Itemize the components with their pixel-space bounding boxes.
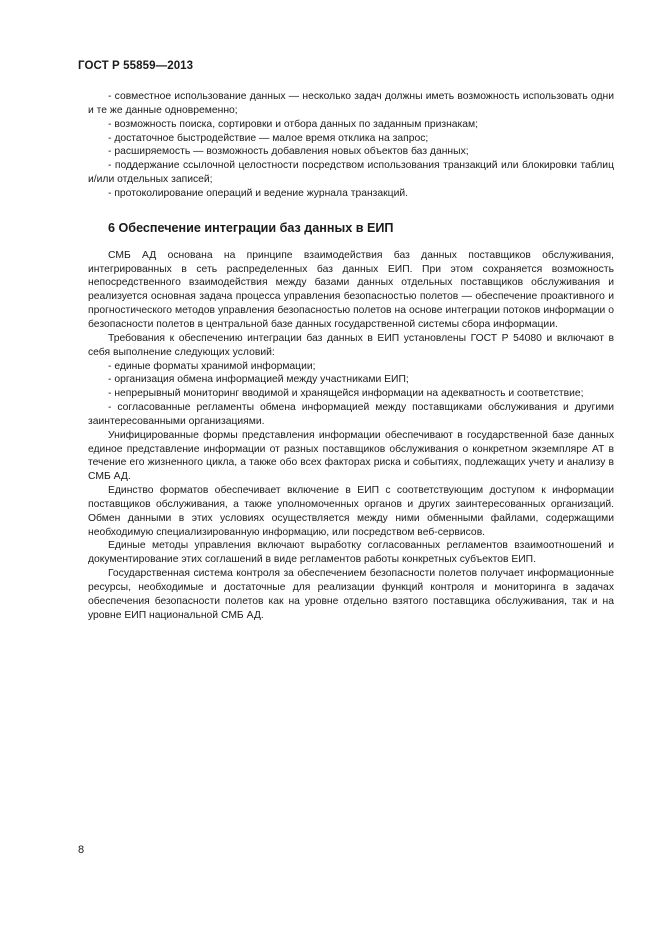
paragraph: Требования к обеспечению интеграции баз данных в ЕИП установлены ГОСТ Р 54080 и включают в себя выполнение следующих условий:: [88, 332, 614, 358]
list-item: - согласованные регламенты обмена информацией между поставщиками обслуживания и другими заинтересованными организациями.: [88, 402, 614, 427]
paragraph: Государственная система контроля за обеспечением безопасности полетов получает информационные ресурсы, необходимые и достаточные для реализации функций контроля и мониторинга в задачах обеспечения безопасности полетов как на уровне отдельно взятого поставщика обслуживания, так и на уровне ЕИП национальной СМБ АД.: [88, 568, 614, 621]
page-number: 8: [78, 844, 85, 856]
list-item: - протоколирование операций и ведение журнала транзакций.: [108, 187, 409, 199]
paragraph: СМБ АД основана на принципе взаимодействия баз данных поставщиков обслуживания, интегрированных в сеть распределенных баз данных ЕИП. При этом сохраняется возможность непосредственного взаимодействия между базами данных отдельных поставщиков обслуживания и реализуется основная задача процесса управления безопасностью полетов — обеспечение проактивного и прогностического методов управления безопасностью полетов на основе интеграции потоков информации о безопасности полетов в центральной базе данных государственной системы сбора информации.: [88, 249, 614, 330]
document-header: ГОСТ Р 55859—2013: [78, 60, 194, 72]
paragraph: Единство форматов обеспечивает включение в ЕИП с соответствующим доступом к информации поставщиков обслуживания, а также уполномоченных органов и других заинтересованных организаций. Обмен данными в этих условиях осуществляется между ними обменными файлами, содержащими необходимую специализированную информацию, или посредством веб-сервисов.: [88, 485, 614, 538]
list-item: - возможность поиска, сортировки и отбора данных по заданным признакам;: [108, 118, 479, 130]
document-body: [88, 90, 614, 623]
list-item: - единые форматы хранимой информации;: [108, 360, 316, 372]
list-item: - поддержание ссылочной целостности посредством использования транзакций или блокировки таблиц и/или отдельных записей;: [88, 160, 614, 186]
list-item: - совместное использование данных — несколько задач должны иметь возможность использовать одни и те же данные одновременно;: [88, 91, 614, 116]
paragraph: Единые методы управления включают выработку согласованных регламентов взаимоотношений и документирование этих соглашений в виде регламентов работы конкретных субъектов ЕИП.: [88, 540, 614, 566]
paragraph: Унифицированные формы представления информации обеспечивают в государственной базе данных единое представление информации от разных поставщиков обслуживания о конкретном экземпляре АТ в течение его жизненного цикла, а также обо всех факторах риска и событиях, подлежащих учету и анализу в СМБ АД.: [88, 429, 614, 483]
list-item: - непрерывный мониторинг вводимой и хранящейся информации на адекватность и соответствие;: [108, 388, 584, 400]
list-item: - расширяемость — возможность добавления новых объектов баз данных;: [108, 146, 469, 158]
list-item: - организация обмена информацией между участниками ЕИП;: [108, 374, 409, 386]
list-item: - достаточное быстродействие — малое время отклика на запрос;: [108, 132, 429, 144]
section-heading: 6 Обеспечение интеграции баз данных в ЕИП: [108, 220, 394, 235]
